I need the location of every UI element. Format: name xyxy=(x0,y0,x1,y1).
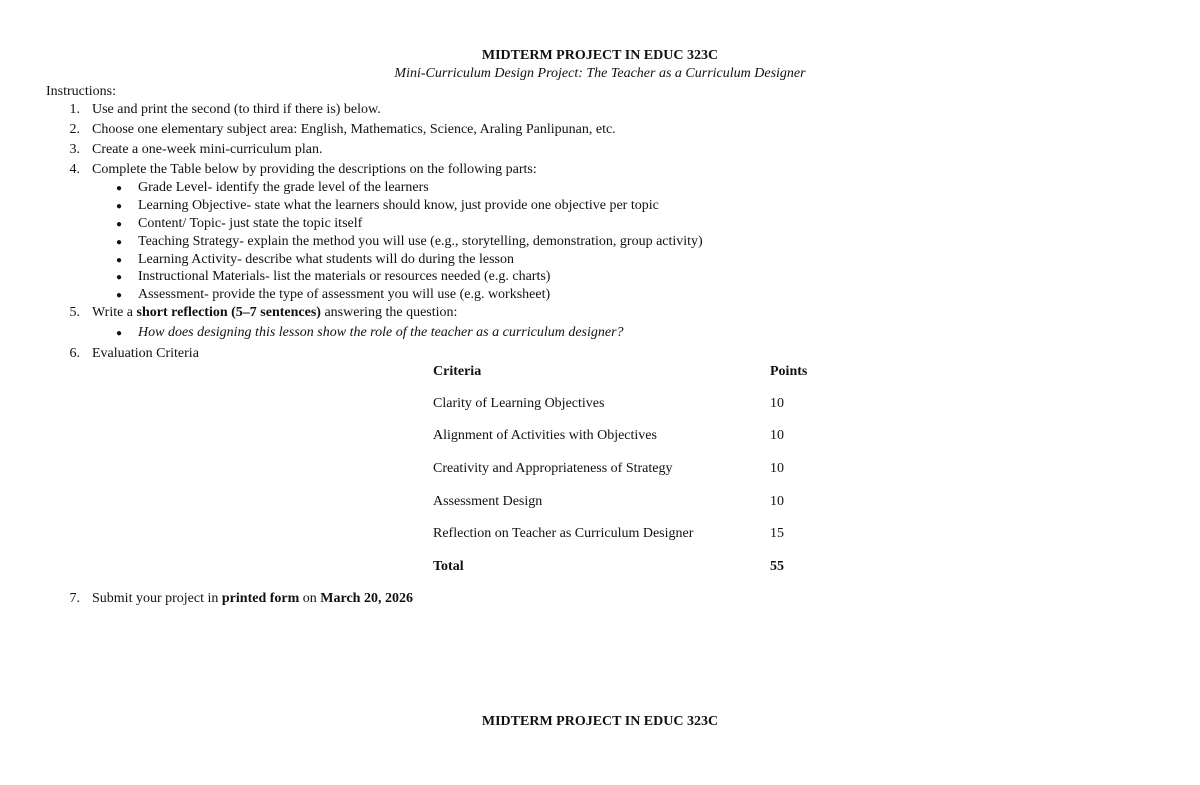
bullet-text: Learning Activity- describe what students will do during the lesson xyxy=(138,252,514,267)
bullet-text: Assessment- provide the type of assessment you will use (e.g. worksheet) xyxy=(138,287,551,302)
instructions-label: Instructions: xyxy=(46,84,116,99)
item-number: 7. xyxy=(69,591,80,606)
bullet-icon: ● xyxy=(116,183,123,194)
item-number: 2. xyxy=(69,122,80,137)
bullet-icon: ● xyxy=(116,255,123,266)
item-text: Choose one elementary subject area: English, Mathematics, Science, Araling Panlipunan, etc. xyxy=(92,122,616,137)
bullet-icon: ● xyxy=(116,272,123,283)
bullet-text: Instructional Materials- list the materials or resources needed (e.g. charts) xyxy=(138,269,551,284)
table-cell-points: 10 xyxy=(770,461,784,476)
page-subtitle: Mini-Curriculum Design Project: The Teacher as a Curriculum Designer xyxy=(394,66,806,81)
item-number: 5. xyxy=(69,305,80,320)
bullet-icon: ● xyxy=(116,237,123,248)
table-cell-points: 10 xyxy=(770,396,784,411)
item-text: Complete the Table below by providing the descriptions on the following parts: xyxy=(92,162,537,177)
table-total-points: 55 xyxy=(770,559,784,574)
table-cell-criteria: Alignment of Activities with Objectives xyxy=(433,428,657,443)
table-cell-points: 10 xyxy=(770,494,784,509)
item-number: 6. xyxy=(69,346,80,361)
item-text: Write a short reflection (5–7 sentences) answering the question: xyxy=(92,305,458,320)
bullet-text: Teaching Strategy- explain the method you will use (e.g., storytelling, demonstration, group activity) xyxy=(138,234,703,249)
bullet-icon: ● xyxy=(116,290,123,301)
table-header-points: Points xyxy=(770,364,808,379)
table-total-label: Total xyxy=(433,559,464,574)
table-cell-criteria: Clarity of Learning Objectives xyxy=(433,396,605,411)
reflection-question: How does designing this lesson show the role of the teacher as a curriculum designer? xyxy=(138,325,624,340)
next-page-title: MIDTERM PROJECT IN EDUC 323C xyxy=(481,714,719,729)
table-cell-points: 10 xyxy=(770,428,784,443)
item-number: 3. xyxy=(69,142,80,157)
table-cell-points: 15 xyxy=(770,526,784,541)
table-cell-criteria: Creativity and Appropriateness of Strategy xyxy=(433,461,673,476)
table-header-criteria: Criteria xyxy=(433,364,482,379)
bullet-icon: ● xyxy=(116,328,123,339)
item-text: Create a one-week mini-curriculum plan. xyxy=(92,142,323,157)
table-cell-criteria: Reflection on Teacher as Curriculum Designer xyxy=(433,526,694,541)
item-text: Use and print the second (to third if there is) below. xyxy=(92,102,381,117)
table-cell-criteria: Assessment Design xyxy=(433,494,543,509)
bullet-text: Learning Objective- state what the learners should know, just provide one objective per topic xyxy=(138,198,659,213)
page-title: MIDTERM PROJECT IN EDUC 323C xyxy=(481,48,719,63)
item-text: Evaluation Criteria xyxy=(92,346,199,361)
bullet-icon: ● xyxy=(116,219,123,230)
item-number: 4. xyxy=(69,162,80,177)
bullet-text: Content/ Topic- just state the topic itself xyxy=(138,216,363,231)
item-number: 1. xyxy=(69,102,80,117)
bullet-text: Grade Level- identify the grade level of the learners xyxy=(138,180,429,195)
bullet-icon: ● xyxy=(116,201,123,212)
item-text: Submit your project in printed form on March 20, 2026 xyxy=(92,591,413,606)
